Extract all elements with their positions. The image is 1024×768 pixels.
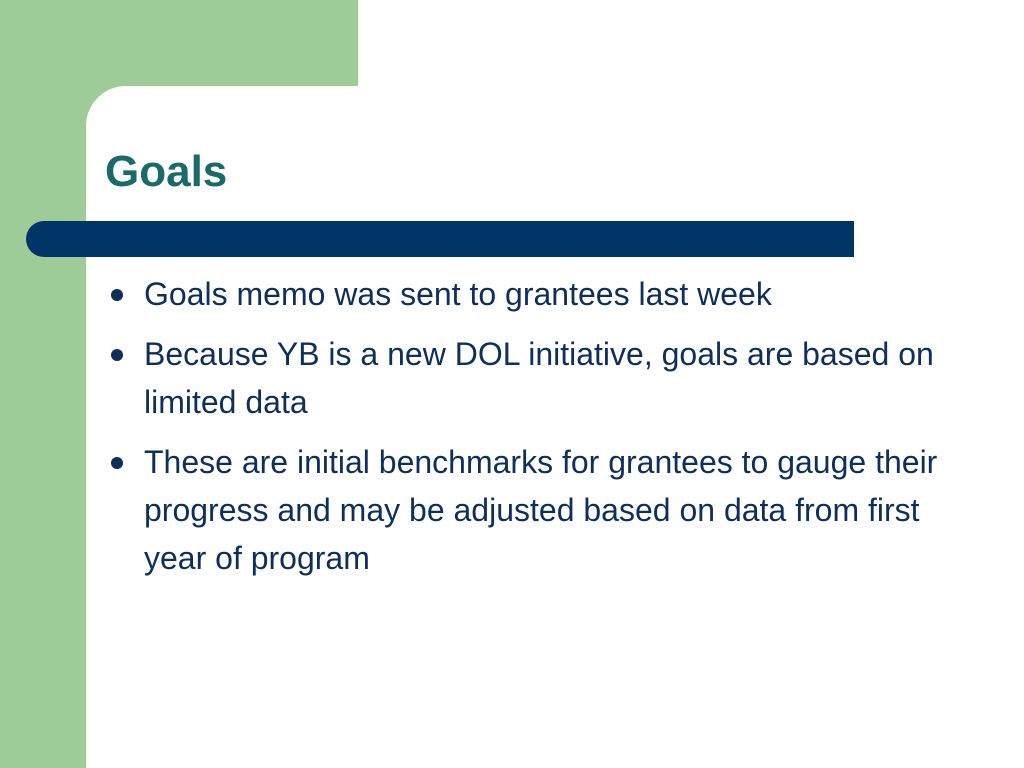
bullet-dot-icon (111, 457, 123, 469)
bullet-item (105, 330, 945, 426)
slide-title: Goals (105, 147, 228, 196)
bullet-item (105, 438, 945, 582)
bullet-text: These are initial benchmarks for grantees to gauge their progress and may be adjusted based on data from first year of program (144, 444, 938, 576)
bullet-text: Goals memo was sent to grantees last week (144, 276, 772, 312)
bullet-list (105, 270, 945, 594)
bullet-text: Because YB is a new DOL initiative, goals are based on limited data (144, 336, 934, 420)
bullet-dot-icon (111, 349, 123, 361)
bullet-item (105, 270, 945, 318)
bullet-dot-icon (111, 289, 123, 301)
title-divider-bar (26, 221, 854, 257)
